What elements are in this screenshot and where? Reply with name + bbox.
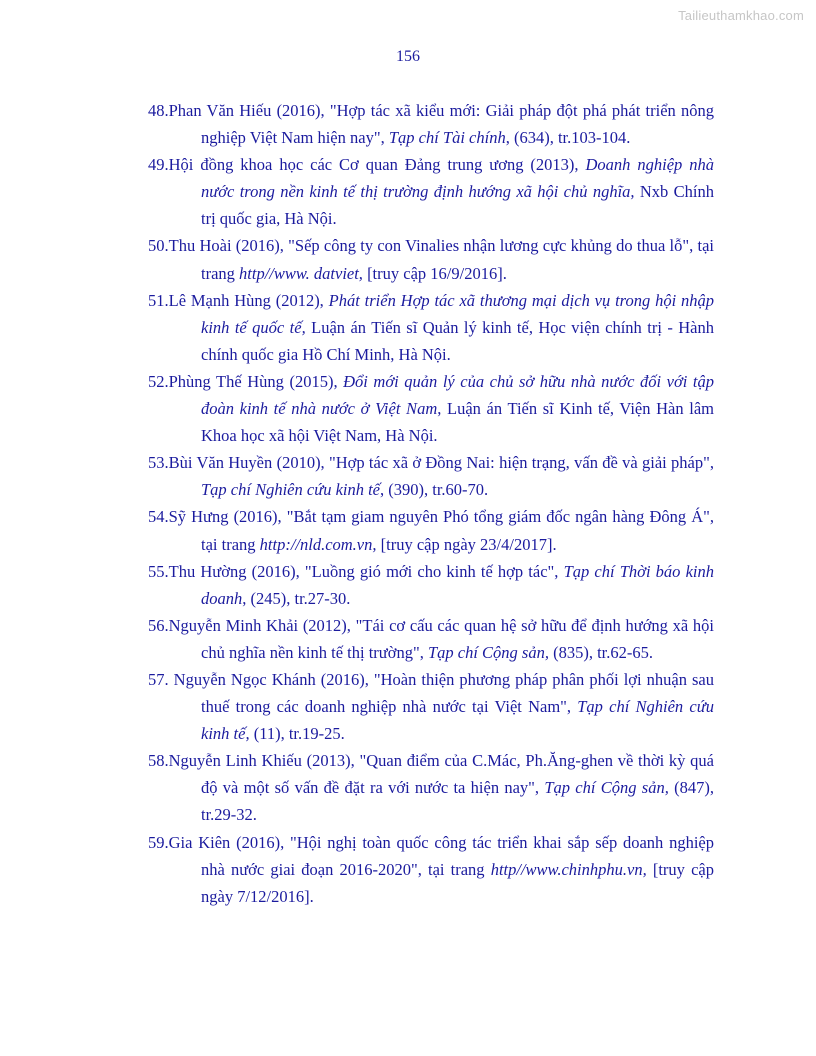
reference-title-italic: Doanh nghiệp nhà nước trong nền kinh tế thị trường định hướng xã hội chủ nghĩa, [201,155,714,202]
watermark: Tailieuthamkhao.com [678,8,804,23]
reference-title-italic: http//www. datviet, [239,263,363,283]
reference-text: , (634), tr.103-104. [505,128,631,148]
reference-title-italic: Tạp chí Tài chính [388,128,506,148]
reference-entry [148,666,714,747]
reference-entry [148,449,714,503]
reference-title-italic: Tạp chí Nghiên cứu kinh tế [201,480,381,500]
reference-text: (835), tr.62-65. [548,642,653,662]
reference-text: (847), tr.29-32. [201,778,714,825]
reference-text: Nxb Chính trị quốc gia, Hà Nội. [201,182,714,229]
reference-text: , (390), tr.60-70. [380,480,489,500]
reference-text: 59.Gia Kiên (2016), "Hội nghị toàn quốc công tác triển khai sắp sếp doanh nghiệp nhà nước giai đoạn 2016-2020", tại trang [148,832,714,879]
reference-entry [148,503,714,557]
reference-list [148,97,714,910]
reference-text: 55.Thu Hường (2016), "Luồng gió mới cho kinh tế hợp tác", [148,561,564,581]
page-number: 156 [396,48,420,65]
reference-text: 52.Phùng Thế Hùng (2015), [148,371,344,391]
reference-text: 50.Thu Hoài (2016), "Sếp công ty con Vinalies nhận lương cực khủng do thua lỗ", tại trang [148,236,714,283]
reference-text: [truy cập ngày 23/4/2017]. [376,534,557,554]
reference-entry [148,287,714,368]
reference-title-italic: Tạp chí Cộng sản, [427,642,549,662]
reference-text: (11), tr.19-25. [249,724,345,744]
reference-text: [truy cập 16/9/2016]. [362,263,507,283]
reference-title-italic: Đổi mới quản lý của chủ sở hữu nhà nước đối với tập đoàn kinh tế nhà nước ở Việt Nam [201,371,714,419]
reference-text: 49.Hội đồng khoa học các Cơ quan Đảng trung ương (2013), [148,155,586,175]
reference-entry [148,368,714,449]
reference-entry [148,612,714,666]
reference-text: 51.Lê Mạnh Hùng (2012), [148,290,329,310]
reference-text: [truy cập ngày 7/12/2016]. [201,859,714,906]
reference-text: 48.Phan Văn Hiếu (2016), "Hợp tác xã kiểu mới: Giải pháp đột phá phát triển nông nghiệp Việt Nam hiện nay", [148,101,714,148]
reference-title-italic: Phát triển Hợp tác xã thương mại dịch vụ trong hội nhập kinh tế quốc tế, [201,290,714,337]
reference-entry [148,747,714,828]
reference-text: 56.Nguyễn Minh Khải (2012), "Tái cơ cấu các quan hệ sở hữu để định hướng xã hội chủ nghĩa nền kinh tế thị trường", [148,615,714,662]
reference-text: 54.Sỹ Hưng (2016), "Bắt tạm giam nguyên Phó tổng giám đốc ngân hàng Đông Á", tại trang [148,507,714,554]
reference-entry [148,151,714,232]
reference-entry [148,97,714,151]
reference-text: 58.Nguyễn Linh Khiếu (2013), "Quan điểm của C.Mác, Ph.Ăng-ghen về thời kỳ quá độ và một số vấn đề đặt ra với nước ta hiện nay", [148,751,714,798]
reference-entry [148,232,714,286]
reference-text: , Luận án Tiến sĩ Kinh tế, Viện Hàn lâm Khoa học xã hội Việt Nam, Hà Nội. [201,399,714,446]
reference-title-italic: http//www.chinhphu.vn, [490,859,647,879]
reference-title-italic: Tạp chí Thời báo kinh doanh [201,561,715,608]
reference-text: , (245), tr.27-30. [242,588,351,608]
reference-title-italic: http://nld.com.vn, [259,534,377,554]
reference-title-italic: Tạp chí Cộng sản, [544,778,669,798]
reference-text: Luận án Tiến sĩ Quản lý kinh tế, Học viện chính trị - Hành chính quốc gia Hồ Chí Minh, Hà Nội. [201,317,714,364]
reference-entry [148,558,714,612]
reference-text: 53.Bùi Văn Huyền (2010), "Hợp tác xã ở Đồng Nai: hiện trạng, vấn đề và giải pháp", [148,453,714,473]
reference-text: 57. Nguyễn Ngọc Khánh (2016), "Hoàn thiện phương pháp phân phối lợi nhuận sau thuế trong các doanh nghiệp nhà nước tại Việt Nam", [148,669,714,717]
reference-entry [148,829,714,910]
reference-title-italic: Tạp chí Nghiên cứu kinh tế, [201,697,714,744]
